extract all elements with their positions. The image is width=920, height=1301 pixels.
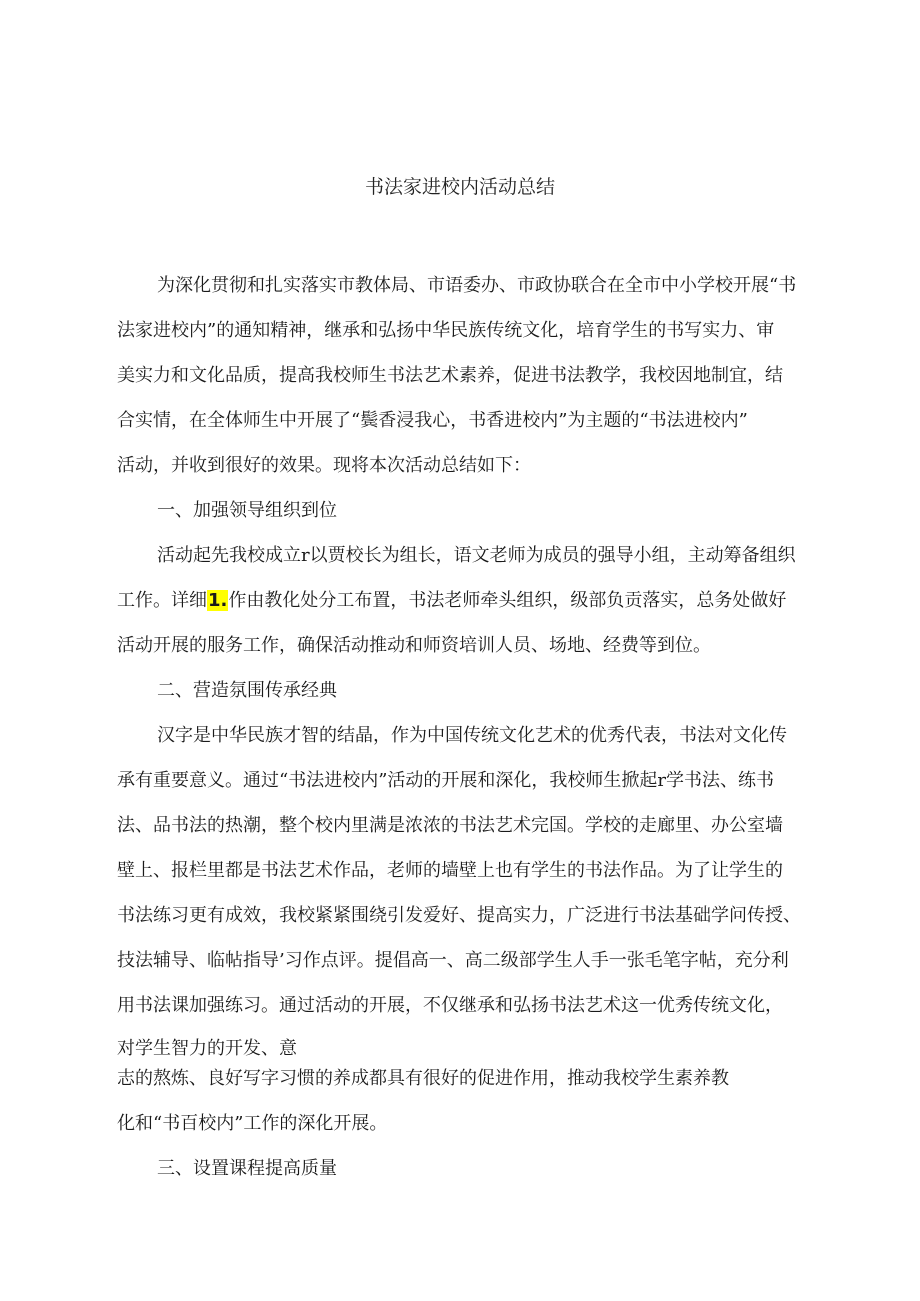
section-heading: 二、营造氛围传承经典: [157, 680, 337, 701]
section-heading: 一、加强领导组织到位: [157, 500, 337, 521]
paragraph-line: 合实情，在全体师生中开展了“鬓香浸我心，书香进校内”为主题的“书法进校内”: [117, 410, 748, 431]
paragraph-line: 用书法课加强练习。通过活动的开展，不仅继承和弘扬书法艺术这一优秀传统文化，: [117, 995, 783, 1016]
paragraph-line: 活动开展的服务工作，确保活动推动和师资培训人员、场地、经费等到位。: [117, 635, 711, 656]
paragraph-line: 活动起先我校成立r以贾校长为组长，语文老师为成员的强导小组，主动筹备组织: [157, 545, 796, 566]
paragraph-line: 技法辅导、临帖指导’习作点评。提倡高一、高二级部学生人手一张毛笔字帖，充分利: [117, 950, 789, 971]
paragraph-line: 美实力和文化品质，提高我校师生书法艺术素养，促进书法教学，我校因地制宜，结: [117, 365, 783, 386]
paragraph-line: 壁上、报栏里都是书法艺术作品，老师的墙壁上也有学生的书法作品。为了让学生的: [117, 860, 783, 881]
document-title: 书法家进校内活动总结: [364, 176, 555, 198]
paragraph-line: 活动，并收到很好的效果。现将本次活动总结如下：: [117, 455, 531, 476]
highlighted-text: 1.: [208, 590, 228, 611]
paragraph-line: 志的熬炼、良好写字习惯的养成都具有很好的促进作用，推动我校学生素养教: [117, 1068, 729, 1089]
paragraph-text: 作由教化处分工布置，书法老师牵头组织，级部负贡落实，总务处做好: [228, 590, 787, 611]
paragraph-line: 为深化贯彻和扎实落实市教体局、市语委办、市政协联合在全市中小学校开展“书: [157, 275, 797, 296]
paragraph-line: 汉字是中华民族才智的结晶，作为中国传统文化艺术的优秀代表，书法对文化传: [157, 725, 787, 746]
paragraph-text: 工作。详细: [117, 590, 207, 611]
paragraph-line: 书法练习更有成效，我校紧紧围绕引发爱好、提高实力，广泛进行书法基础学问传授、: [117, 905, 801, 926]
paragraph-line: 化和“书百校内”工作的深化开展。: [117, 1113, 388, 1134]
paragraph-line: 对学生智力的开发、意: [117, 1038, 297, 1059]
paragraph-line: 法、品书法的热潮，整个校内里满是浓浓的书法艺术完国。学校的走廊里、办公室墙: [117, 815, 783, 836]
paragraph-line-mixed: [117, 588, 786, 614]
section-heading: 三、设置课程提高质量: [157, 1158, 337, 1179]
paragraph-line: 法家进校内”的通知精神，继承和弘扬中华民族传统文化，培育学生的书写实力、审: [117, 320, 775, 341]
paragraph-line: 承有重要意义。通过“书法进校内”活动的开展和深化，我校师生掀起r学书法、练书: [117, 770, 775, 791]
